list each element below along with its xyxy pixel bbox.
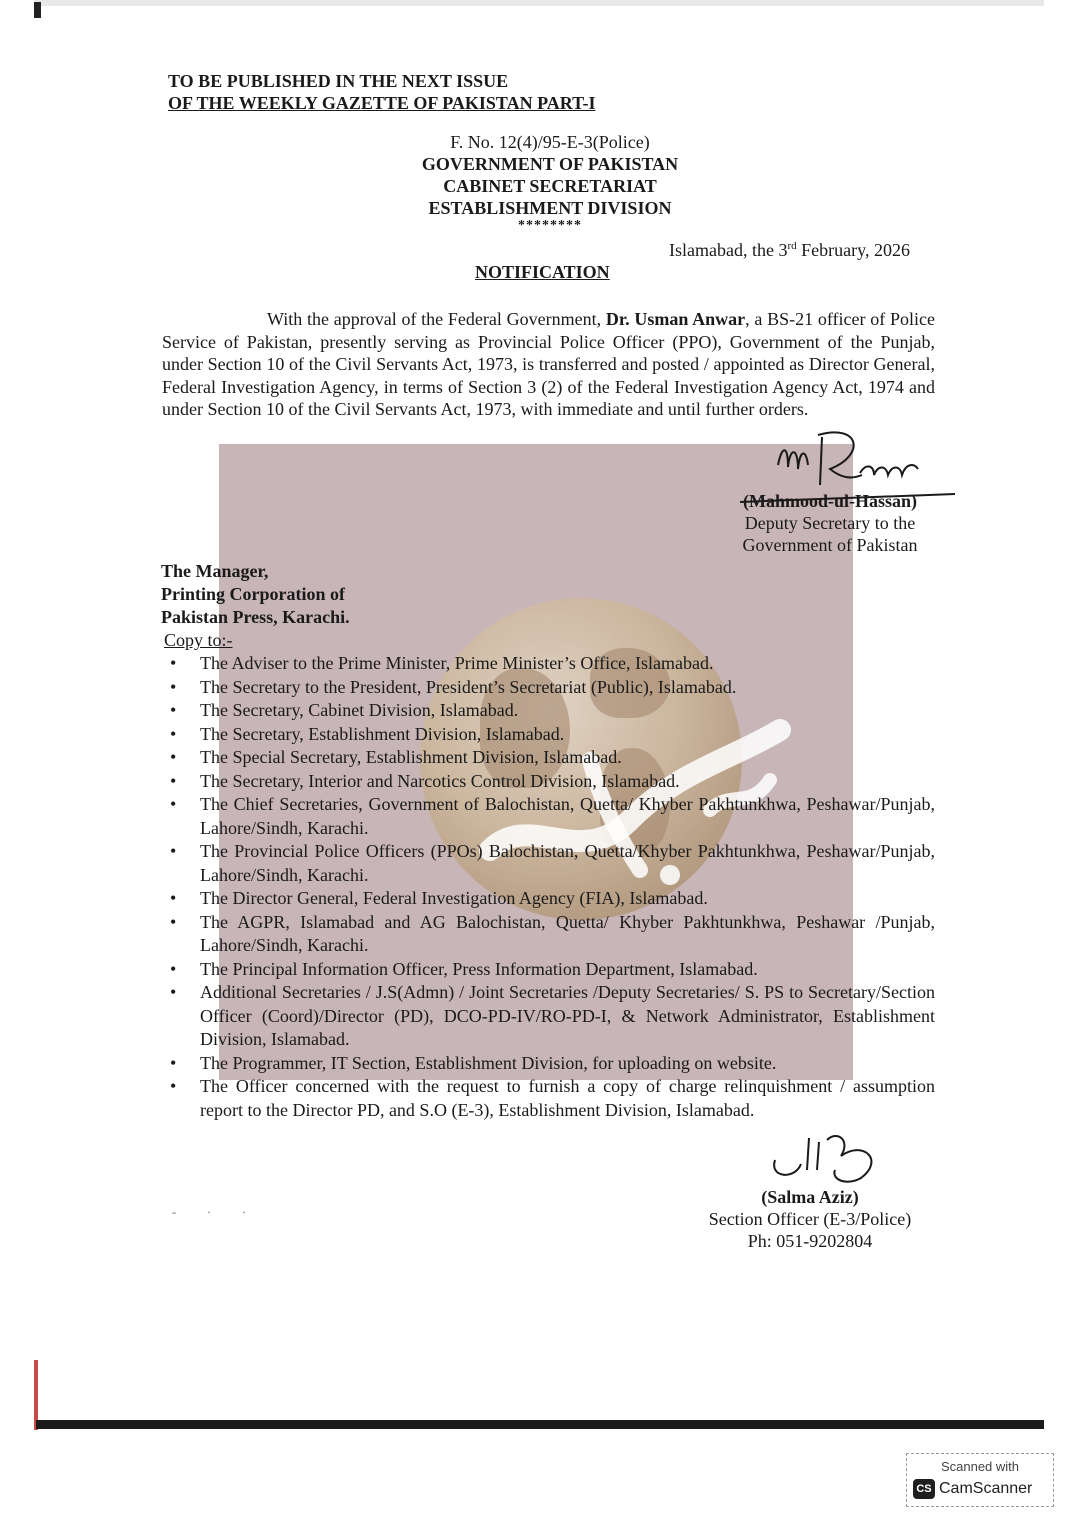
list-item: • The Secretary, Cabinet Division, Islamabad. <box>162 699 935 723</box>
signatory-2-title: Section Officer (E-3/Police) <box>708 1209 912 1229</box>
list-item: • The Secretary, Establishment Division, Islamabad. <box>162 723 935 747</box>
publication-line-2: OF THE WEEKLY GAZETTE OF PAKISTAN PART-I <box>168 93 596 113</box>
signatory-1-name: (Mahmood-ul-Hassan) <box>742 491 917 511</box>
date-suffix: rd <box>787 240 797 252</box>
addressee <box>161 560 350 629</box>
stray-marks: - · · <box>172 1205 260 1219</box>
list-item: • The Officer concerned with the request to furnish a copy of charge relinquishment / assumption report to the Director PD, and S.O (E-3), Establishment Division, Islamabad. <box>162 1075 935 1122</box>
addressee-line-3: Pakistan Press, Karachi. <box>161 607 350 627</box>
issue-date <box>669 240 910 261</box>
list-item: • The Programmer, IT Section, Establishment Division, for uploading on website. <box>162 1052 935 1076</box>
addressee-line-1: The Manager, <box>161 561 269 581</box>
signatory-1 <box>730 490 930 556</box>
camscanner-name: CamScanner <box>939 1480 1033 1497</box>
list-item: • The Chief Secretaries, Government of Balochistan, Quetta/ Khyber Pakhtunkhwa, Peshawar/Punjab, Lahore/Sindh, Karachi. <box>162 793 935 840</box>
signatory-2 <box>690 1186 930 1252</box>
notification-body <box>162 308 935 421</box>
list-item: • The Adviser to the Prime Minister, Prime Minister’s Office, Islamabad. <box>162 652 935 676</box>
list-item: • The Provincial Police Officers (PPOs) Balochistan, Quetta/Khyber Pakhtunkhwa, Peshawar/Punjab, Lahore/Sindh, Karachi. <box>162 840 935 887</box>
list-item: • The Special Secretary, Establishment Division, Islamabad. <box>162 746 935 770</box>
copy-to-label: Copy to:- <box>164 630 233 650</box>
government-name: GOVERNMENT OF PAKISTAN <box>421 154 679 174</box>
signatory-1-title-2: Government of Pakistan <box>742 535 918 555</box>
list-item: • The Director General, Federal Investigation Agency (FIA), Islamabad. <box>162 887 935 911</box>
list-item: • Additional Secretaries / J.S(Admn) / Joint Secretaries /Deputy Secretaries/ S. PS to Secretary/Section Officer (Coord)/Director (PD), DCO-PD-IV/RO-PD-I, & Network Administrator, Establishment Division, Islamabad. <box>162 981 935 1052</box>
letterhead <box>350 131 750 233</box>
publication-note <box>168 70 595 114</box>
file-number: F. No. 12(4)/95-E-3(Police) <box>450 132 650 152</box>
body-text: , a BS-21 officer of Police Service of Pakistan, presently serving as Provincial Police Officer (PPO), Government of the Punjab, under Section 10 of the Civil Servants Act, 1973, is transferred and posted / appointed as Director General, Federal Investigation Agency, in terms of Section 3 (2) of the Federal Investigation Agency Act, 1974 and under Section 10 of the Civil Servants Act, 1973, with immediate and until further orders. <box>162 309 935 420</box>
date-rest: February, 2026 <box>796 240 910 260</box>
date-prefix: Islamabad, the 3 <box>669 240 788 260</box>
signatory-2-name: (Salma Aziz) <box>761 1187 859 1207</box>
camscanner-badge <box>906 1453 1054 1507</box>
camscanner-logo-icon: CS <box>913 1479 935 1499</box>
list-item: • The Secretary, Interior and Narcotics Control Division, Islamabad. <box>162 770 935 794</box>
signatory-2-phone: Ph: 051-9202804 <box>747 1231 873 1251</box>
scanned-with-label: Scanned with <box>940 1459 1020 1474</box>
signatory-1-title-1: Deputy Secretary to the <box>744 513 916 533</box>
division-name: ESTABLISHMENT DIVISION <box>428 198 672 218</box>
notification-title: NOTIFICATION <box>475 262 610 282</box>
secretariat-name: CABINET SECRETARIAT <box>443 176 657 196</box>
body-intro: With the approval of the Federal Government, <box>267 309 606 329</box>
publication-line-1: TO BE PUBLISHED IN THE NEXT ISSUE <box>168 71 509 91</box>
copy-list <box>162 652 935 1122</box>
addressee-line-2: Printing Corporation of <box>161 584 345 604</box>
signature-2-icon <box>765 1130 885 1190</box>
list-item: • The AGPR, Islamabad and AG Balochistan, Quetta/ Khyber Pakhtunkhwa, Peshawar /Punjab, Lahore/Sindh, Karachi. <box>162 911 935 958</box>
officer-name: Dr. Usman Anwar <box>605 309 746 329</box>
list-item: • The Principal Information Officer, Press Information Department, Islamabad. <box>162 958 935 982</box>
header-stars: ******** <box>518 218 582 233</box>
list-item: • The Secretary to the President, President’s Secretariat (Public), Islamabad. <box>162 676 935 700</box>
